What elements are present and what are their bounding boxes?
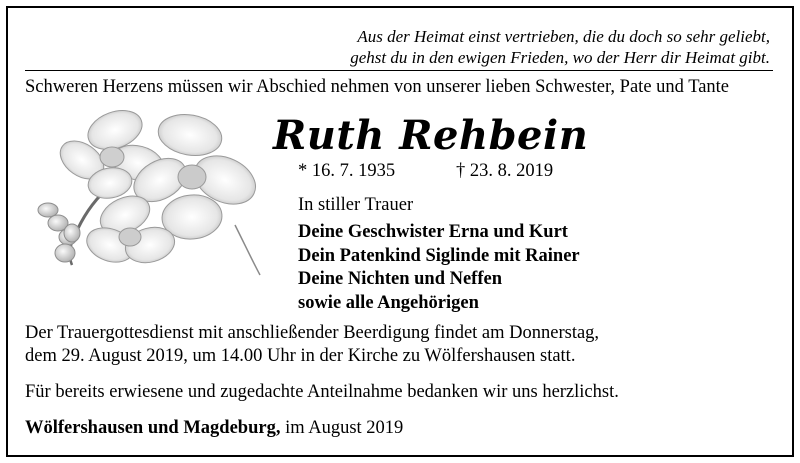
- closing-date: im August 2019: [280, 418, 404, 438]
- thanks-text: Für bereits erwiesene und zugedachte Anteilnahme bedanken wir uns herzlichst.: [25, 382, 619, 402]
- birth-date: * 16. 7. 1935: [298, 161, 396, 181]
- closing-line: [25, 418, 403, 439]
- service-line-1: Der Trauergottesdienst mit anschließender Beerdigung findet am Donnerstag,: [25, 323, 600, 343]
- intro-text: Schweren Herzens müssen wir Abschied nehmen von unserer lieben Schwester, Pate und Tante: [25, 77, 730, 97]
- death-date: † 23. 8. 2019: [456, 161, 554, 181]
- orchid-flower-image: [20, 105, 278, 280]
- motto-line-1: Aus der Heimat einst vertrieben, die du doch so sehr geliebt,: [357, 27, 770, 46]
- motto-line-2: gehst du in den ewigen Frieden, wo der Herr dir Heimat gibt.: [350, 48, 770, 67]
- mourner-line: sowie alle Angehörigen: [298, 292, 479, 313]
- divider-rule: [25, 70, 773, 71]
- mourning-heading: In stiller Trauer: [298, 195, 414, 215]
- life-dates: [298, 161, 553, 182]
- mourners-list: [298, 221, 580, 315]
- mourner-line: Deine Geschwister Erna und Kurt: [298, 222, 568, 242]
- closing-place: Wölfershausen und Magdeburg,: [25, 418, 281, 438]
- deceased-name: Ruth Rehbein: [273, 112, 589, 159]
- mourner-line: Dein Patenkind Siglinde mit Rainer: [298, 245, 580, 266]
- service-notice: [25, 322, 599, 368]
- service-line-2: dem 29. August 2019, um 14.00 Uhr in der Kirche zu Wölfershausen statt.: [25, 346, 576, 366]
- motto-verse: [250, 26, 770, 68]
- mourner-line: Deine Nichten und Neffen: [298, 269, 503, 289]
